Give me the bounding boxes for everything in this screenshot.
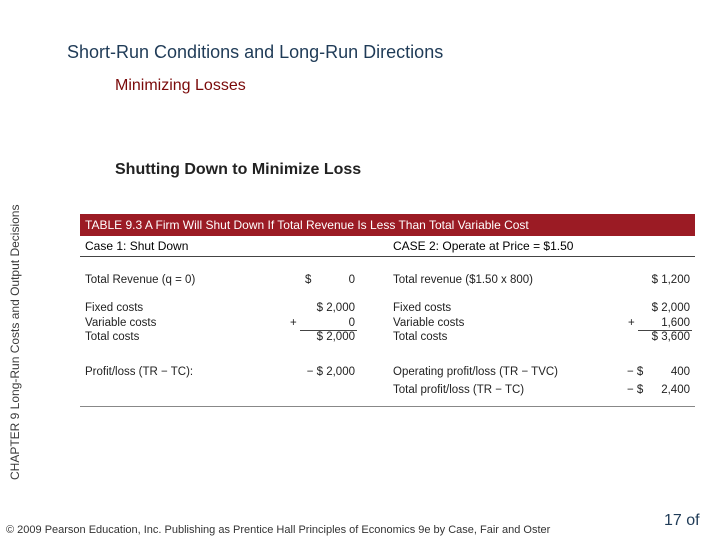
section-heading: Shutting Down to Minimize Loss — [115, 161, 362, 178]
case1-variable-value: 0 — [348, 317, 355, 329]
slide-subtitle: Minimizing Losses — [115, 77, 246, 94]
case1-header: Case 1: Shut Down — [85, 239, 189, 253]
case2-total-profit-value: 2,400 — [661, 384, 690, 396]
case2-total-profit-sign: − $ — [627, 384, 644, 396]
table-header-rule — [80, 256, 695, 257]
case1-revenue-value: 0 — [348, 274, 355, 286]
case1-revenue-dollar: $ — [305, 274, 312, 286]
case1-revenue-label: Total Revenue (q = 0) — [85, 274, 196, 286]
case1-profit-label: Profit/loss (TR − TC): — [85, 366, 194, 378]
case2-variable-label: Variable costs — [393, 317, 465, 329]
case2-total-profit-label: Total profit/loss (TR − TC) — [393, 384, 525, 396]
case2-total-label: Total costs — [393, 331, 448, 343]
case2-plus-sign: + — [628, 317, 635, 329]
table-title-bar: TABLE 9.3 A Firm Will Shut Down If Total Revenue Is Less Than Total Variable Cost — [80, 214, 695, 236]
case2-fixed-label: Fixed costs — [393, 302, 452, 314]
case1-total-label: Total costs — [85, 331, 140, 343]
page-number: 17 of — [664, 512, 700, 529]
chapter-side-label: CHAPTER 9 Long-Run Costs and Output Decisions — [8, 204, 22, 480]
case1-profit-value: − $ 2,000 — [306, 366, 355, 378]
case2-variable-value: 1,600 — [661, 317, 690, 329]
case1-fixed-label: Fixed costs — [85, 302, 144, 314]
case1-variable-label: Variable costs — [85, 317, 157, 329]
case2-revenue-label: Total revenue ($1.50 x 800) — [393, 274, 534, 286]
case2-fixed-value: $ 2,000 — [651, 302, 690, 314]
case1-total-value: $ 2,000 — [316, 331, 355, 343]
case2-operating-profit-value: 400 — [670, 366, 690, 378]
slide-title: Short-Run Conditions and Long-Run Directions — [67, 42, 444, 62]
case2-operating-profit-label: Operating profit/loss (TR − TVC) — [393, 366, 558, 378]
case2-operating-profit-sign: − $ — [627, 366, 644, 378]
table-bottom-rule — [80, 406, 695, 407]
case2-revenue-value: $ 1,200 — [651, 274, 690, 286]
case1-plus-sign: + — [290, 317, 297, 329]
copyright-footer: © 2009 Pearson Education, Inc. Publishing as Prentice Hall Principles of Economics 9e by Case, Fair and Oster — [6, 524, 551, 536]
case2-header: CASE 2: Operate at Price = $1.50 — [393, 239, 574, 253]
case2-total-value: $ 3,600 — [651, 331, 690, 343]
case1-fixed-value: $ 2,000 — [316, 302, 355, 314]
